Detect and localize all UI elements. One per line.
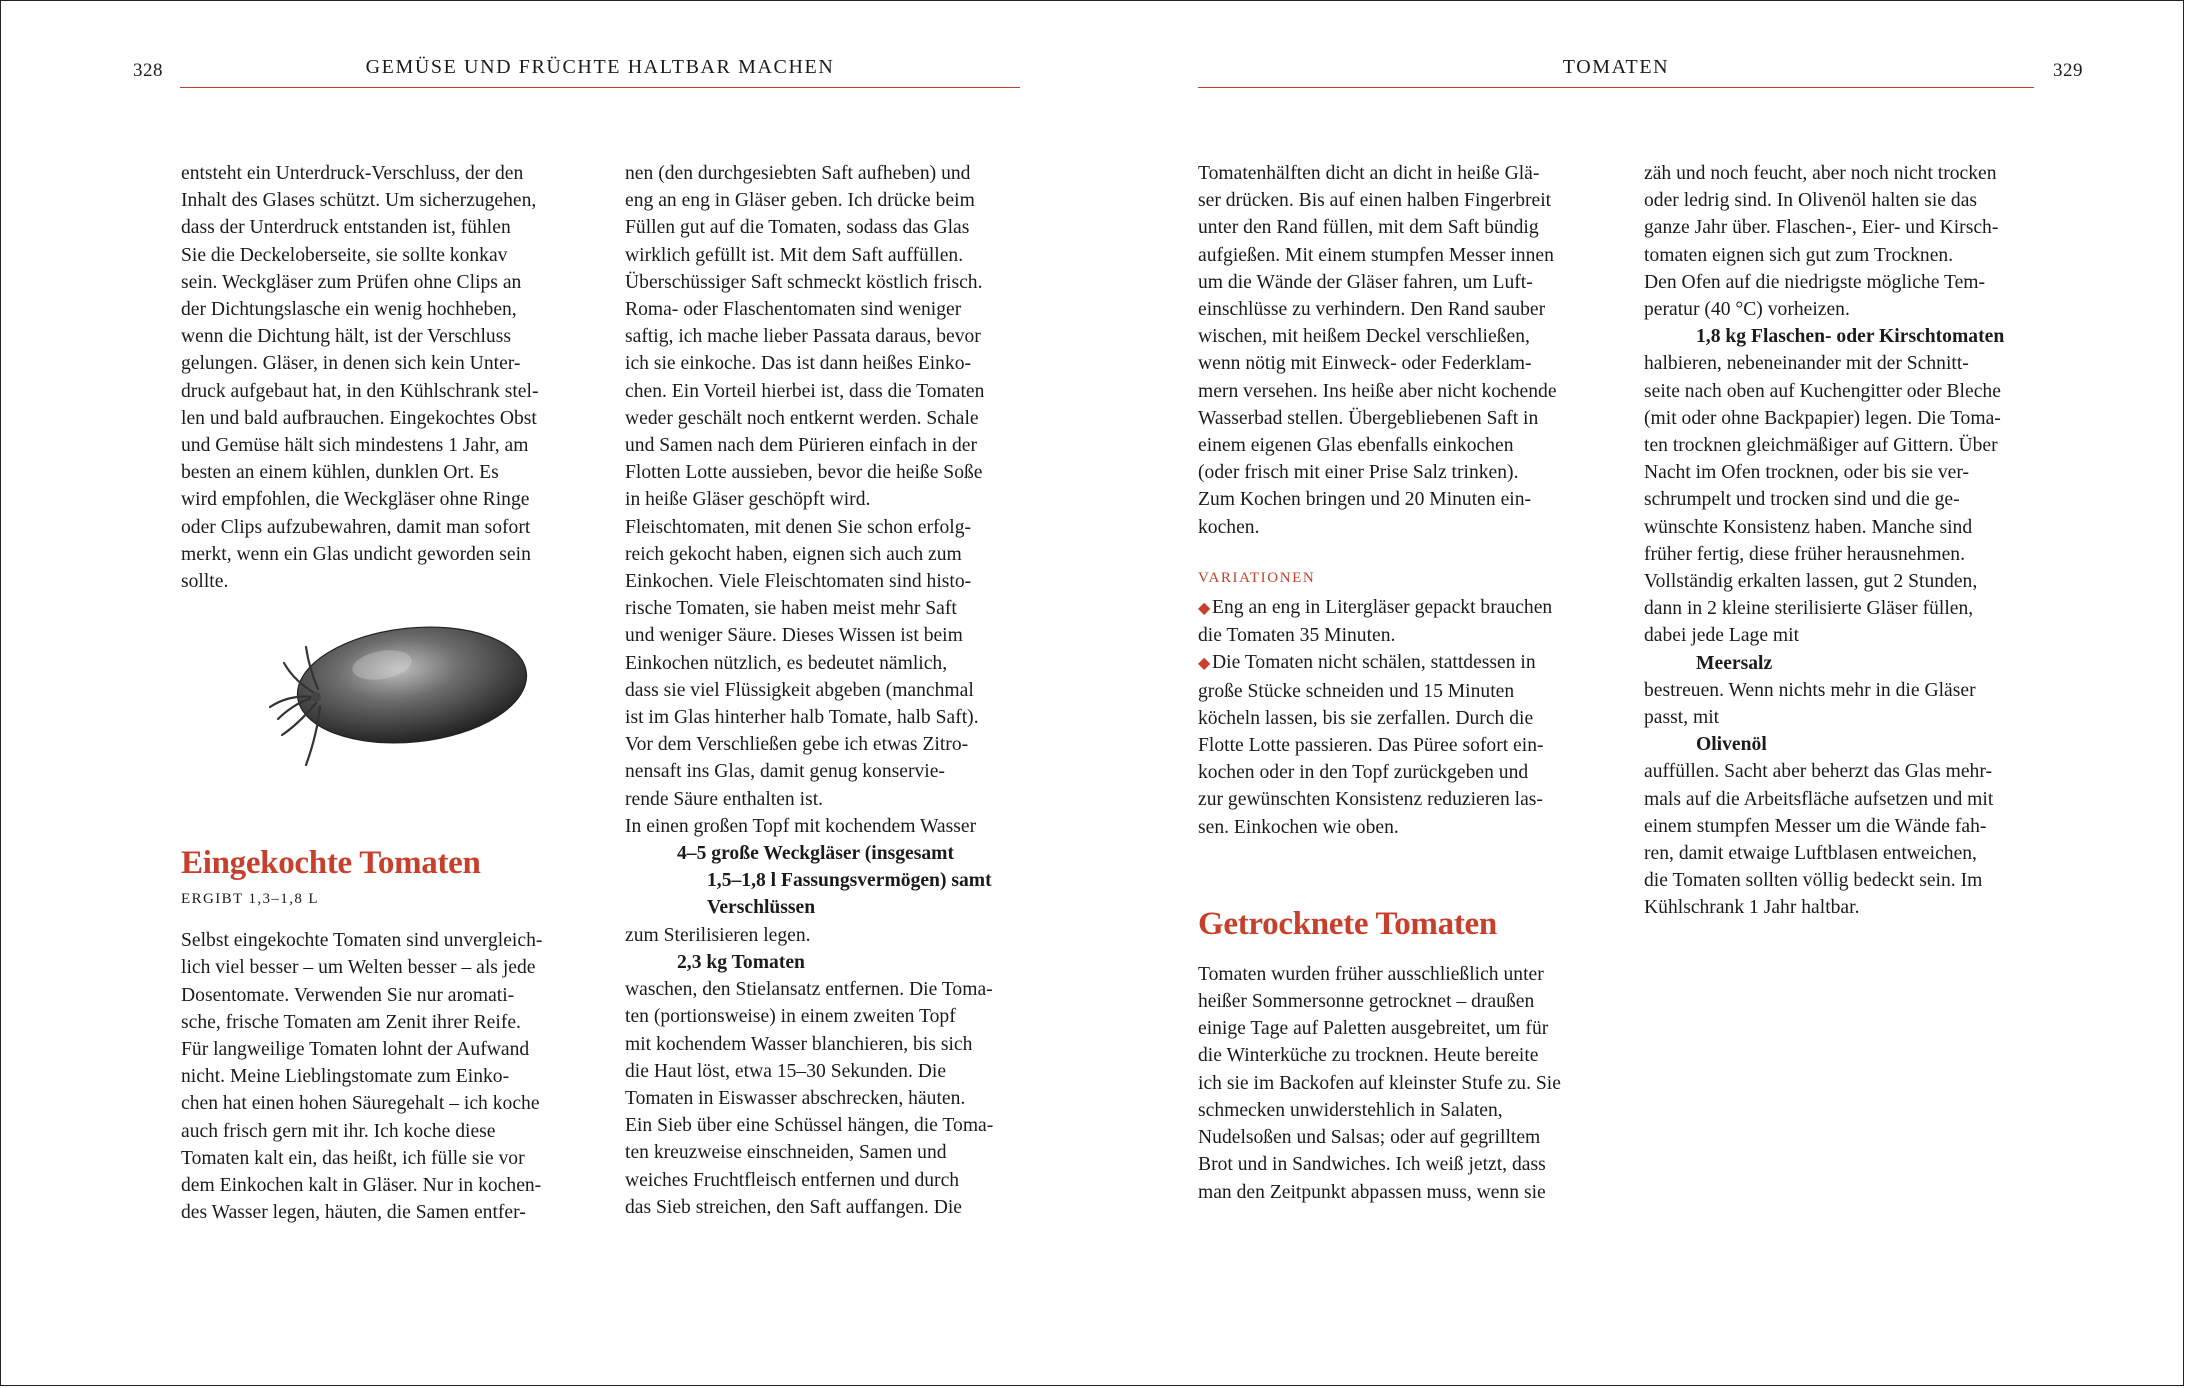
text-line: die Tomaten 35 Minuten.	[1198, 625, 1396, 647]
text-line: man den Zeitpunkt abpassen muss, wenn sie	[1198, 1181, 1546, 1203]
text-line: aufgießen. Mit einem stumpfen Messer innen	[1198, 244, 1554, 266]
text-line: Für langweilige Tomaten lohnt der Aufwand	[181, 1039, 530, 1061]
diamond-bullet-icon: ◆	[1198, 600, 1211, 618]
text-line: ten (portionsweise) in einem zweiten Topf	[625, 1006, 956, 1028]
text-line: Tomaten in Eiswasser abschrecken, häuten.	[625, 1087, 966, 1109]
text-line: einem eigenen Glas ebenfalls einkochen	[1198, 435, 1514, 457]
ingredient-jars-cont: 1,5–1,8 l Fassungsvermögen) samt	[707, 870, 992, 892]
column-1	[181, 160, 584, 595]
text-line: und Gemüse hält sich mindestens 1 Jahr, am	[181, 435, 529, 457]
text-line: Nacht im Ofen trocknen, oder bis sie ver-	[1644, 462, 1969, 484]
variation-item: ◆Die Tomaten nicht schälen, stattdessen in	[1198, 649, 1601, 677]
text-line: bestreuen. Wenn nichts mehr in die Gläser	[1644, 679, 1976, 701]
text-line: auch frisch gern mit ihr. Ich koche diese	[181, 1120, 496, 1142]
text-line: nensaft ins Glas, damit genug konservie-	[625, 761, 945, 783]
text-line: ser drücken. Bis auf einen halben Fingerbreit	[1198, 190, 1552, 212]
text-line: eng an eng in Gläser geben. Ich drücke beim	[625, 190, 975, 212]
text-line: Einkochen. Viele Fleischtomaten sind histo-	[625, 571, 972, 593]
text-line: mit kochendem Wasser blanchieren, bis sich	[625, 1033, 973, 1055]
page-number-left: 328	[133, 60, 163, 81]
text-line: die Haut löst, etwa 15–30 Sekunden. Die	[625, 1060, 947, 1082]
text-line: mern versehen. Ins heiße aber nicht kochende	[1198, 380, 1557, 402]
text-line: wünschte Konsistenz haben. Manche sind	[1644, 516, 1973, 538]
text-line: Inhalt des Glases schützt. Um sicherzugehen,	[181, 190, 537, 212]
text-line: ich sie einkoche. Das ist dann heißes Einko-	[625, 353, 972, 375]
text-line: ich sie im Backofen auf kleinster Stufe zu. Sie	[1198, 1072, 1561, 1094]
text-line: dann in 2 kleine sterilisierte Gläser füllen,	[1644, 598, 1974, 620]
text-line: passt, mit	[1644, 707, 1720, 729]
text-line: rische Tomaten, sie haben meist mehr Saft	[625, 598, 957, 620]
text-line: oder ledrig sind. In Olivenöl halten sie das	[1644, 190, 1978, 212]
text-line: wirklich gefüllt ist. Mit dem Saft auffüllen.	[625, 244, 964, 266]
text-line: sollte.	[181, 571, 229, 593]
text-line: chen. Ein Vorteil hierbei ist, dass die Tomaten	[625, 380, 985, 402]
text-line: besten an einem kühlen, dunklen Ort. Es	[181, 462, 499, 484]
text-line: und Samen nach dem Pürieren einfach in der	[625, 435, 978, 457]
text-line: (mit oder ohne Backpapier) legen. Die Toma-	[1644, 407, 2001, 429]
text-line: Füllen gut auf die Tomaten, sodass das Glas	[625, 217, 970, 239]
text-line: Den Ofen auf die niedrigste mögliche Tem-	[1644, 271, 1986, 293]
text-line: seite nach oben auf Kuchengitter oder Bleche	[1644, 380, 2001, 402]
text-line: zäh und noch feucht, aber noch nicht trocken	[1644, 163, 1997, 184]
text-line: druck aufgebaut hat, in den Kühlschrank stel-	[181, 380, 539, 402]
text-line: chen hat einen hohen Säuregehalt – ich koche	[181, 1093, 540, 1115]
page-number-right: 329	[2053, 60, 2083, 81]
text-line: ist im Glas hinterher halb Tomate, halb Saft).	[625, 707, 979, 729]
text-line: Kühlschrank 1 Jahr haltbar.	[1644, 897, 1860, 919]
text-line: dabei jede Lage mit	[1644, 625, 1800, 647]
text-line: Vollständig erkalten lassen, gut 2 Stunden,	[1644, 571, 1978, 593]
ingredient-oil: Olivenöl	[1696, 734, 1767, 756]
plum-tomato-illustration	[262, 615, 532, 795]
text-line: Einkochen nützlich, es bedeutet nämlich,	[625, 652, 948, 674]
text-line: der Dichtungslasche ein wenig hochheben,	[181, 299, 517, 321]
text-line: nicht. Meine Lieblingstomate zum Einko-	[181, 1066, 510, 1088]
intro-text	[181, 160, 584, 595]
text-line: entsteht ein Unterdruck-Verschluss, der den	[181, 163, 524, 184]
text-line: dass sie viel Flüssigkeit abgeben (manchmal	[625, 679, 974, 701]
running-head-left: GEMÜSE UND FRÜCHTE HALTBAR MACHEN	[365, 56, 835, 78]
text-line: lich viel besser – um Welten besser – als jede	[181, 957, 536, 979]
text-line: in heiße Gläser geschöpft wird.	[625, 489, 871, 511]
text-line: sche, frische Tomaten am Zenit ihrer Reife.	[181, 1011, 521, 1033]
text-line: des Wasser legen, häuten, die Samen entfer-	[181, 1202, 526, 1224]
text-line: zum Sterilisieren legen.	[625, 924, 811, 946]
text-line: tomaten eignen sich gut zum Trocknen.	[1644, 244, 1954, 266]
text-line: und weniger Säure. Dieses Wissen ist beim	[625, 625, 963, 647]
recipe-title: Eingekochte Tomaten	[181, 845, 481, 881]
text-line: weiches Fruchtfleisch entfernen und durch	[625, 1169, 960, 1191]
text-line: schmecken unwiderstehlich in Salaten,	[1198, 1099, 1503, 1121]
text-line: Fleischtomaten, mit denen Sie schon erfolg-	[625, 516, 972, 538]
text-line: heißer Sommersonne getrocknet – draußen	[1198, 991, 1535, 1013]
text-line: Dosentomate. Verwenden Sie nur aromati-	[181, 984, 515, 1006]
text-line: Ein Sieb über eine Schüssel hängen, die Toma-	[625, 1115, 994, 1137]
variation-item: ◆Eng an eng in Litergläser gepackt brauchen	[1198, 594, 1601, 622]
text-line: (oder frisch mit einer Prise Salz trinken).	[1198, 462, 1519, 484]
text-line: mals auf die Arbeitsfläche aufsetzen und mit	[1644, 788, 1994, 810]
text-line: In einen großen Topf mit kochendem Wasser	[625, 815, 977, 837]
ingredient-jars: 4–5 große Weckgläser (insgesamt	[677, 843, 955, 865]
recipe-title: Getrocknete Tomaten	[1198, 905, 1497, 942]
text-line: peratur (40 °C) vorheizen.	[1644, 299, 1850, 321]
text-line: früher fertig, diese früher herausnehmen.	[1644, 543, 1965, 565]
text-line: weder geschält noch entkernt werden. Schale	[625, 407, 979, 429]
text-line: ganze Jahr über. Flaschen-, Eier- und Kirsch-	[1644, 217, 1999, 239]
text-line: die Winterküche zu trocknen. Heute bereite	[1198, 1045, 1539, 1067]
text-line: reich gekocht haben, eignen sich auch zum	[625, 543, 962, 565]
text-line: Zum Kochen bringen und 20 Minuten ein-	[1198, 489, 1532, 511]
header-rule-left	[180, 87, 1020, 88]
text-line: das Sieb streichen, den Saft auffangen. Die	[625, 1196, 962, 1218]
text-line: nen (den durchgesiebten Saft aufheben) und	[625, 163, 971, 184]
text-line: merkt, wenn ein Glas undicht geworden sein	[181, 543, 531, 565]
diamond-bullet-icon: ◆	[1198, 655, 1211, 673]
text-line: ten trocknen gleichmäßiger auf Gittern. Über	[1644, 435, 1998, 457]
ingredient-tomatoes: 2,3 kg Tomaten	[677, 951, 805, 973]
text-line: Brot und in Sandwiches. Ich weiß jetzt, dass	[1198, 1154, 1546, 1176]
column-3	[1198, 160, 1601, 1206]
variations-heading: VARIATIONEN	[1198, 569, 1316, 586]
text-line: wischen, mit heißem Deckel verschließen,	[1198, 326, 1530, 348]
column-4	[1644, 160, 2047, 922]
text-line: Vor dem Verschließen gebe ich etwas Zitro-	[625, 734, 969, 756]
text-line: große Stücke schneiden und 15 Minuten	[1198, 680, 1515, 702]
text-line: saftig, ich mache lieber Passata daraus, bevor	[625, 326, 981, 348]
text-line: kochen.	[1198, 516, 1260, 538]
text-line: Tomaten kalt ein, das heißt, ich fülle sie vor	[181, 1147, 525, 1169]
header-rule-right	[1198, 87, 2034, 88]
text-line: ren, damit etwaige Luftblasen entweichen,	[1644, 843, 1977, 865]
text-line: zur gewünschten Konsistenz reduzieren las-	[1198, 789, 1543, 811]
text-line: oder Clips aufzubewahren, damit man sofort	[181, 516, 531, 538]
text-line: einige Tage auf Paletten ausgebreitet, um für	[1198, 1018, 1549, 1040]
text-line: waschen, den Stielansatz entfernen. Die Toma-	[625, 979, 993, 1001]
text-line: einem stumpfen Messer um die Wände fah-	[1644, 815, 1987, 837]
text-line: ten kreuzweise einschneiden, Samen und	[625, 1142, 947, 1164]
text-line: wenn nötig mit Einweck- oder Federklam-	[1198, 353, 1532, 375]
text-line: Flotten Lotte aussieben, bevor die heiße Soße	[625, 462, 983, 484]
text-line: unter den Rand füllen, mit dem Saft bündig	[1198, 217, 1539, 239]
text-line: auffüllen. Sacht aber beherzt das Glas mehr-	[1644, 761, 1992, 783]
text-line: Wasserbad stellen. Übergebliebenen Saft in	[1198, 407, 1539, 429]
text-line: Nudelsoßen und Salsas; oder auf gegrilltem	[1198, 1127, 1541, 1149]
text-line: len und bald aufbrauchen. Eingekochtes Obst	[181, 407, 537, 429]
running-head-right: TOMATEN	[1562, 56, 1670, 78]
text-line: gelungen. Gläser, in denen sich kein Unter-	[181, 353, 521, 375]
text-line: wenn die Dichtung hält, ist der Verschluss	[181, 326, 511, 348]
text-line: schrumpelt und trocken sind und die ge-	[1644, 489, 1960, 511]
text-line: um die Wände der Gläser fahren, um Luft-	[1198, 271, 1533, 293]
ingredient-salt: Meersalz	[1696, 652, 1773, 674]
recipe-yield: ERGIBT 1,3–1,8 L	[181, 891, 319, 907]
text-line: die Tomaten sollten völlig bedeckt sein. Im	[1644, 870, 1983, 892]
text-line: einschlüsse zu verhindern. Den Rand sauber	[1198, 299, 1546, 321]
column-2	[625, 160, 1028, 1221]
ingredient-flasks: 1,8 kg Flaschen- oder Kirschtomaten	[1696, 326, 2005, 348]
text-line: halbieren, nebeneinander mit der Schnitt-	[1644, 353, 1969, 375]
text-line: sein. Weckgläser zum Prüfen ohne Clips an	[181, 271, 522, 293]
ingredient-jars-cont: Verschlüssen	[707, 897, 816, 919]
text-line: Tomaten wurden früher ausschließlich unter	[1198, 963, 1544, 985]
text-line: kochen oder in den Topf zurückgeben und	[1198, 762, 1529, 784]
text-line: köcheln lassen, bis sie zerfallen. Durch die	[1198, 707, 1534, 729]
recipe-section-eingekochte	[181, 844, 584, 1226]
text-line: rende Säure enthalten ist.	[625, 788, 824, 810]
text-line: Sie die Deckeloberseite, sie sollte konkav	[181, 244, 508, 266]
text-line: dem Einkochen kalt in Gläser. Nur in kochen-	[181, 1175, 542, 1197]
text-line: Flotte Lotte passieren. Das Püree sofort ein-	[1198, 735, 1544, 757]
text-line: wird empfohlen, die Weckgläser ohne Ringe	[181, 489, 530, 511]
text-line: Selbst eingekochte Tomaten sind unvergleich-	[181, 930, 543, 952]
text-line: Überschüssiger Saft schmeckt köstlich frisch.	[625, 271, 983, 293]
text-line: Tomatenhälften dicht an dicht in heiße Glä-	[1198, 163, 1540, 184]
text-line: Roma- oder Flaschentomaten sind weniger	[625, 299, 962, 321]
text-line: dass der Unterdruck entstanden ist, fühlen	[181, 217, 511, 239]
text-line: sen. Einkochen wie oben.	[1198, 816, 1399, 838]
